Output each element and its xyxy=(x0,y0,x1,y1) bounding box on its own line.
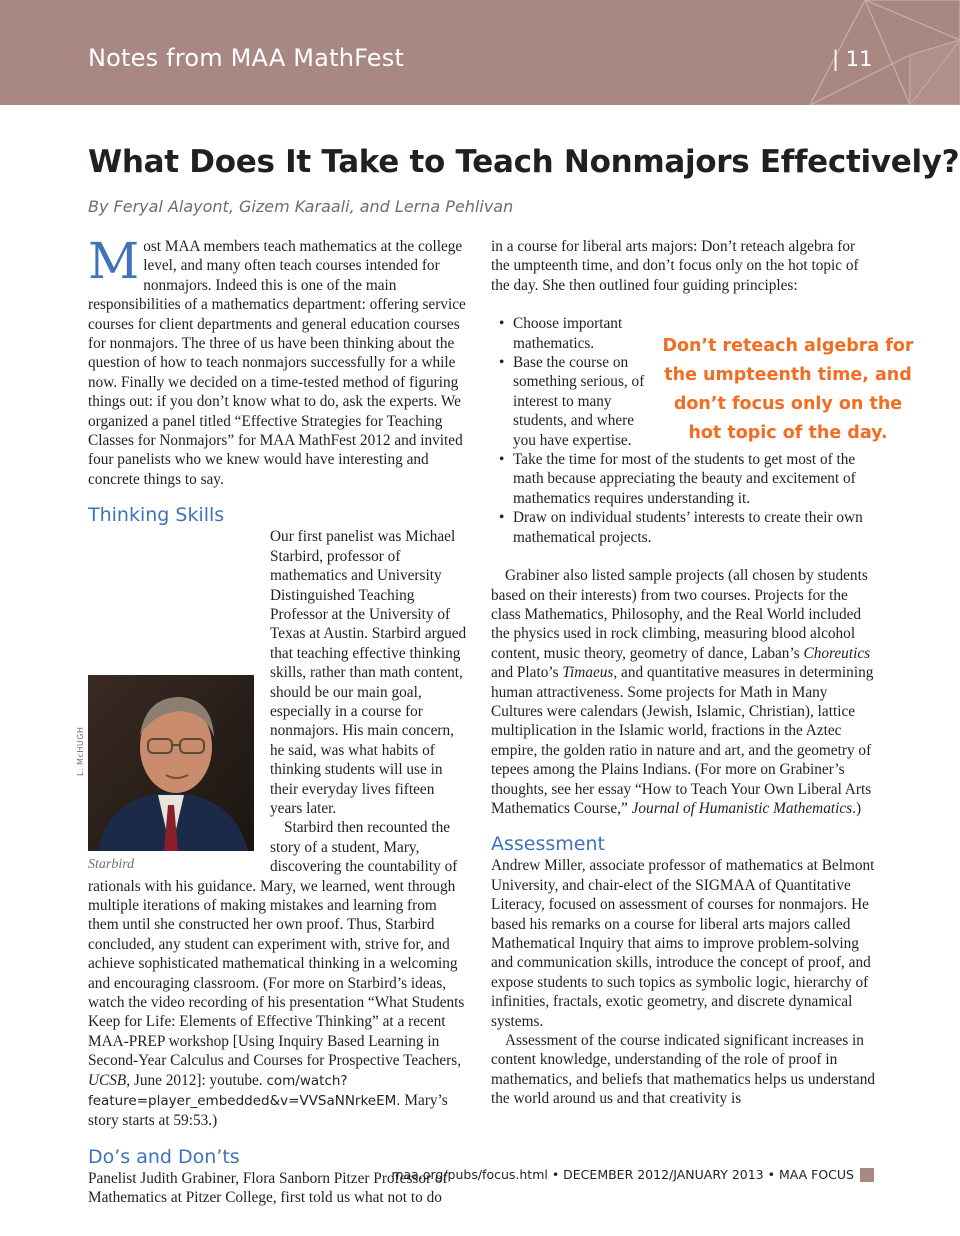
thinking-skills-p1 xyxy=(88,527,468,873)
left-column xyxy=(88,232,468,1208)
section-title: Notes from MAA MathFest xyxy=(88,44,405,72)
assessment-heading: Assessment xyxy=(491,833,605,856)
thinking-skills-p2-end: Mary’s story starts at 59:53.) xyxy=(88,1092,448,1130)
list-item: • Choose important mathematics. xyxy=(513,314,653,353)
geometric-decoration-icon xyxy=(790,0,960,105)
intro-paragraph xyxy=(88,232,468,489)
list-item: • Base the course on something serious, of interest to many students, and where you have expertise. xyxy=(513,353,653,450)
drop-cap: M xyxy=(88,232,140,290)
photo-caption: Starbird xyxy=(88,857,135,873)
starbird-photo xyxy=(88,675,254,851)
thinking-skills-heading: Thinking Skills xyxy=(88,504,225,527)
thinking-skills-p2-tail: June 2012]: youtube. xyxy=(130,1071,263,1089)
dos-donts-p1-cont: in a course for liberal arts majors: Don’t reteach algebra for the umpteenth time, and don’t focus only on the hot topic of the day. She then outlined four guiding principles: xyxy=(491,238,859,294)
journal-title-italic: Journal of Humanistic Mathematics xyxy=(631,799,853,817)
choreutics-italic: Choreutics xyxy=(803,644,871,662)
list-item: • Take the time for most of the students to get most of the math because appreciating the beauty and excitement of mathematics requires understanding it. xyxy=(513,450,876,508)
timaeus-italic: Timaeus, xyxy=(562,664,618,682)
grabiner-projects-paragraph: Grabiner also listed sample projects (all chosen by students based on their interests) from two courses. Projects for the class Mathematics, Philosophy, and the Real World included the physics used in rock climbing, measuring blood alcohol content, music theory, geometry of dance, Laban’s Choreutics and Plato’s Timaeus, and quantitative measures in determining human attractiveness. Some projects for Math in Many Cultures were calendars (Jewish, Islamic, Christian), lattice multiplication in the Islamic world, fractions in the Aztec empire, the golden ratio in nature and art, and the geometry of tepees among the Plains Indians. (For more on Grabiner’s thoughts, see her essay “How to Teach Your Own Liberal Arts Mathematics Course,” Journal of Humanistic Mathematics.) xyxy=(491,567,874,817)
thinking-skills-p2-text: Starbird then recounted the story of a student, Mary, discovering the countability of rationals with his guidance. Mary, we learned, went through multiple iterations of making mistakes and learning from them until she constructed her own proof. Thus, Starbird concluded, any student can experiment with, strive for, and achieve sophisticated mathematical thinking in a welcoming and encouraging classroom. (For more on Starbird’s ideas, watch the video recording of his presentation “What Students Keep for Life: Elements of Effective Thinking” at a recent MAA-PREP workshop [Using Inquiry Based Learning in Second-Year Calculus and Courses for Prospective Teachers, xyxy=(88,819,465,1070)
page-header xyxy=(0,0,960,105)
starbird-portrait-image xyxy=(88,675,254,851)
assessment-p2: Assessment of the course indicated significant increases in content knowledge, understanding of the role of proof in mathematics, and beliefs that mathematics helps us understand the world around us and that creativity is xyxy=(491,1032,876,1108)
footer-text: maa.org/pubs/focus.html • DECEMBER 2012/JANUARY 2013 • MAA FOCUS xyxy=(391,1167,854,1182)
ucsb-italic: UCSB, xyxy=(88,1071,131,1089)
page-footer xyxy=(391,1167,874,1182)
thinking-skills-p1-text: Our first panelist was Michael Starbird, professor of mathematics and University Distinguished Teaching Professor at the University of Texas at Austin. Starbird argued that teaching effective thinking skills, rather than math content, should be our main goal, especially in a course for nonmajors. His main concern, he said, was what habits of thinking students will use in their everyday lives fifteen years later. xyxy=(270,528,467,817)
page-number: | 11 xyxy=(832,47,873,71)
dos-donts-heading: Do’s and Don’ts xyxy=(88,1145,240,1168)
starbird-photo-block xyxy=(88,675,264,874)
intro-text: ost MAA members teach mathematics at the college level, and many often teach courses intended for nonmajors. Indeed this is one of the main responsibilities of a mathematics department: offering service courses for client departments and general education courses for nonmajors. The three of us have been thinking about the question of how to teach nonmajors successfully for a while now. Finally we decided on a time-tested method of figuring things out: if you don’t know what to do, ask the experts. We organized a panel titled “Effective Strategies for Teaching Classes for Nonmajors” for MAA MathFest 2012 and invited four panelists who we knew would have interesting and concrete things to say. xyxy=(88,238,466,488)
youtube-url[interactable]: com/watch?feature=player_embedded&v=VVSaNNrkeEM. xyxy=(88,1072,401,1110)
article-byline: By Feryal Alayont, Gizem Karaali, and Lerna Pehlivan xyxy=(88,197,514,216)
dos-donts-p1: Panelist Judith Grabiner, Flora Sanborn Pitzer Professor of Mathematics at Pitzer College, first told us what not to do xyxy=(88,1169,448,1207)
article-title: What Does It Take to Teach Nonmajors Effectively? xyxy=(88,144,960,180)
assessment-p1: Andrew Miller, associate professor of mathematics at Belmont University, and chair-elect of the SIGMAA of Quantitative Literacy, focused on assessment of courses for nonmajors. He based his remarks on a course for liberal arts majors called Mathematical Inquiry that aims to improve problem-solving and communication skills, introduce the concept of proof, and expose students to such topics as symbolic logic, hierarchy of infinities, fractals, exotic geometry, and discrete dynamical systems. xyxy=(491,857,875,1030)
pull-quote: Don’t reteach algebra for the umpteenth time, and don’t focus only on the hot topic of the day. xyxy=(662,336,914,443)
photo-credit-label: L. McHUGH xyxy=(76,726,85,776)
list-item: • Draw on individual students’ interests to create their own mathematical projects. xyxy=(513,508,876,547)
footer-square-icon xyxy=(860,1168,874,1182)
